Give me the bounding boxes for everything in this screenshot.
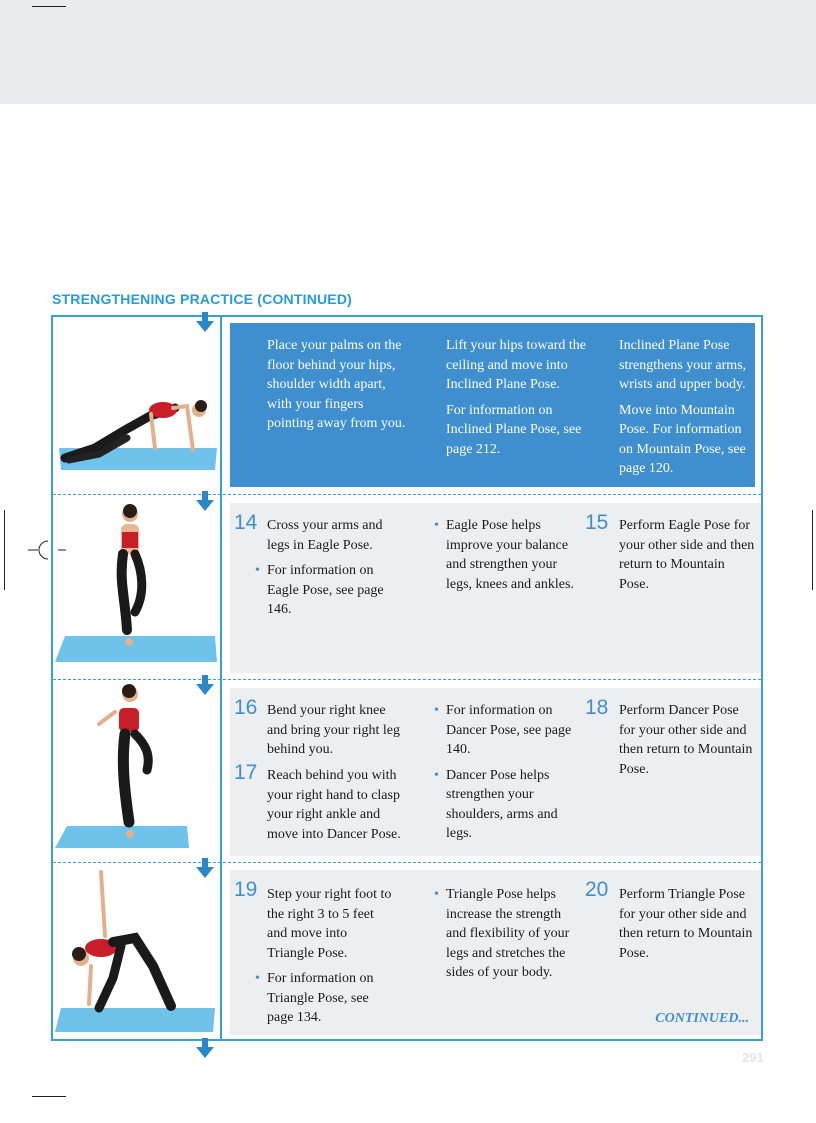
row3-col1b: [233, 766, 408, 844]
row1-instruction-panel: [230, 323, 755, 487]
bullet-icon: •: [255, 971, 260, 986]
row1-col3: [619, 336, 751, 479]
bullet-icon: •: [255, 563, 260, 578]
row-divider-2: [53, 679, 761, 680]
down-arrow-icon: [195, 1037, 215, 1059]
step-text: Bend your right knee and bring your right leg behind you.: [267, 703, 400, 757]
row-divider-3: [53, 862, 761, 863]
row1-col1: [267, 336, 407, 434]
row1-col2: [446, 336, 586, 459]
row1-col3-para: Inclined Plane Pose strengthens your arms, wrists and upper body.: [619, 338, 747, 392]
step-text: Perform Eagle Pose for your other side and then return to Mountain Pose.: [619, 518, 755, 592]
inclined-plane-pose-photo: [55, 330, 220, 480]
triangle-pose-photo: [55, 866, 220, 1036]
column-divider: [220, 315, 222, 1041]
row3-instruction-panel: [230, 688, 761, 856]
bullet-text: Eagle Pose helps improve your balance and strengthen your legs, knees and ankles.: [446, 518, 574, 592]
bullet-icon: •: [434, 767, 439, 783]
crop-mark-top-left: [32, 6, 66, 7]
crop-mark-left-tick: [4, 510, 5, 590]
row1-col2-para: For information on Inclined Plane Pose, see page 212.: [446, 402, 582, 457]
step-text: Reach behind you with your right hand to clasp your right ankle and move into Dancer Pose.: [267, 768, 401, 842]
row2-col2: [434, 516, 586, 594]
step-text: Step your right foot to the right 3 to 5 feet and move into Triangle Pose.: [267, 887, 392, 961]
row4-col2: [434, 885, 578, 983]
step-number: 14: [234, 511, 258, 534]
step-number: 17: [234, 761, 258, 784]
bullet-text: For information on Dancer Pose, see page 140.: [446, 703, 572, 757]
row4-col3: [585, 885, 755, 963]
step-number: 15: [585, 511, 609, 534]
bullet-text: For information on Eagle Pose, see page 146.: [267, 563, 384, 617]
row4-col1: [233, 885, 393, 1028]
row-divider-1: [53, 494, 761, 495]
step-number: 18: [585, 696, 609, 719]
crop-mark-bottom-left: [32, 1096, 66, 1097]
bullet-item: [434, 516, 586, 594]
section-title: STRENGTHENING PRACTICE (CONTINUED): [52, 291, 353, 307]
bullet-item: [255, 561, 393, 620]
step-text: Perform Dancer Pose for your other side and then return to Mountain Pose.: [619, 703, 753, 777]
bullet-icon: •: [434, 703, 439, 718]
page-number: 291: [742, 1050, 764, 1065]
row1-col3-para: Move into Mountain Pose. For information on Mountain Pose, see page 120.: [619, 402, 746, 476]
step-number: 19: [234, 878, 258, 901]
bullet-icon: •: [434, 887, 439, 902]
step-text: Perform Triangle Pose for your other side and then return to Mountain Pose.: [619, 887, 753, 961]
bullet-item: [255, 969, 393, 1028]
step-text: Cross your arms and legs in Eagle Pose.: [267, 518, 383, 553]
row3-col2: [434, 701, 576, 844]
row2-col1: [233, 516, 393, 620]
bullet-item: [434, 766, 576, 844]
step-number: 20: [585, 878, 609, 901]
bullet-item: [434, 701, 576, 760]
row2-col3: [585, 516, 755, 594]
bullet-icon: •: [434, 518, 439, 533]
top-band: [0, 0, 816, 104]
row1-col1-para: Place your palms on the floor behind your hips, shoulder width apart, with your fingers pointing away from you.: [267, 338, 406, 431]
bullet-text: Triangle Pose helps increase the strength and flexibility of your legs and stretches the sides of your body.: [446, 887, 570, 980]
bullet-text: Dancer Pose helps strengthen your shoulders, arms and legs.: [446, 767, 558, 841]
row3-col3: [585, 701, 755, 779]
continued-label: CONTINUED...: [655, 1011, 749, 1026]
crop-mark-right-tick: [812, 510, 813, 590]
row1-col2-para: Lift your hips toward the ceiling and move into Inclined Plane Pose.: [446, 338, 586, 392]
row3-col1: [233, 701, 408, 760]
bullet-item: [434, 885, 578, 983]
dancer-pose-photo: [55, 684, 220, 849]
row2-instruction-panel: [230, 503, 761, 673]
eagle-pose-photo: [55, 502, 220, 667]
row4-instruction-panel: [230, 870, 761, 1035]
step-number: 16: [234, 696, 258, 719]
bullet-text: For information on Triangle Pose, see page 134.: [267, 971, 374, 1025]
